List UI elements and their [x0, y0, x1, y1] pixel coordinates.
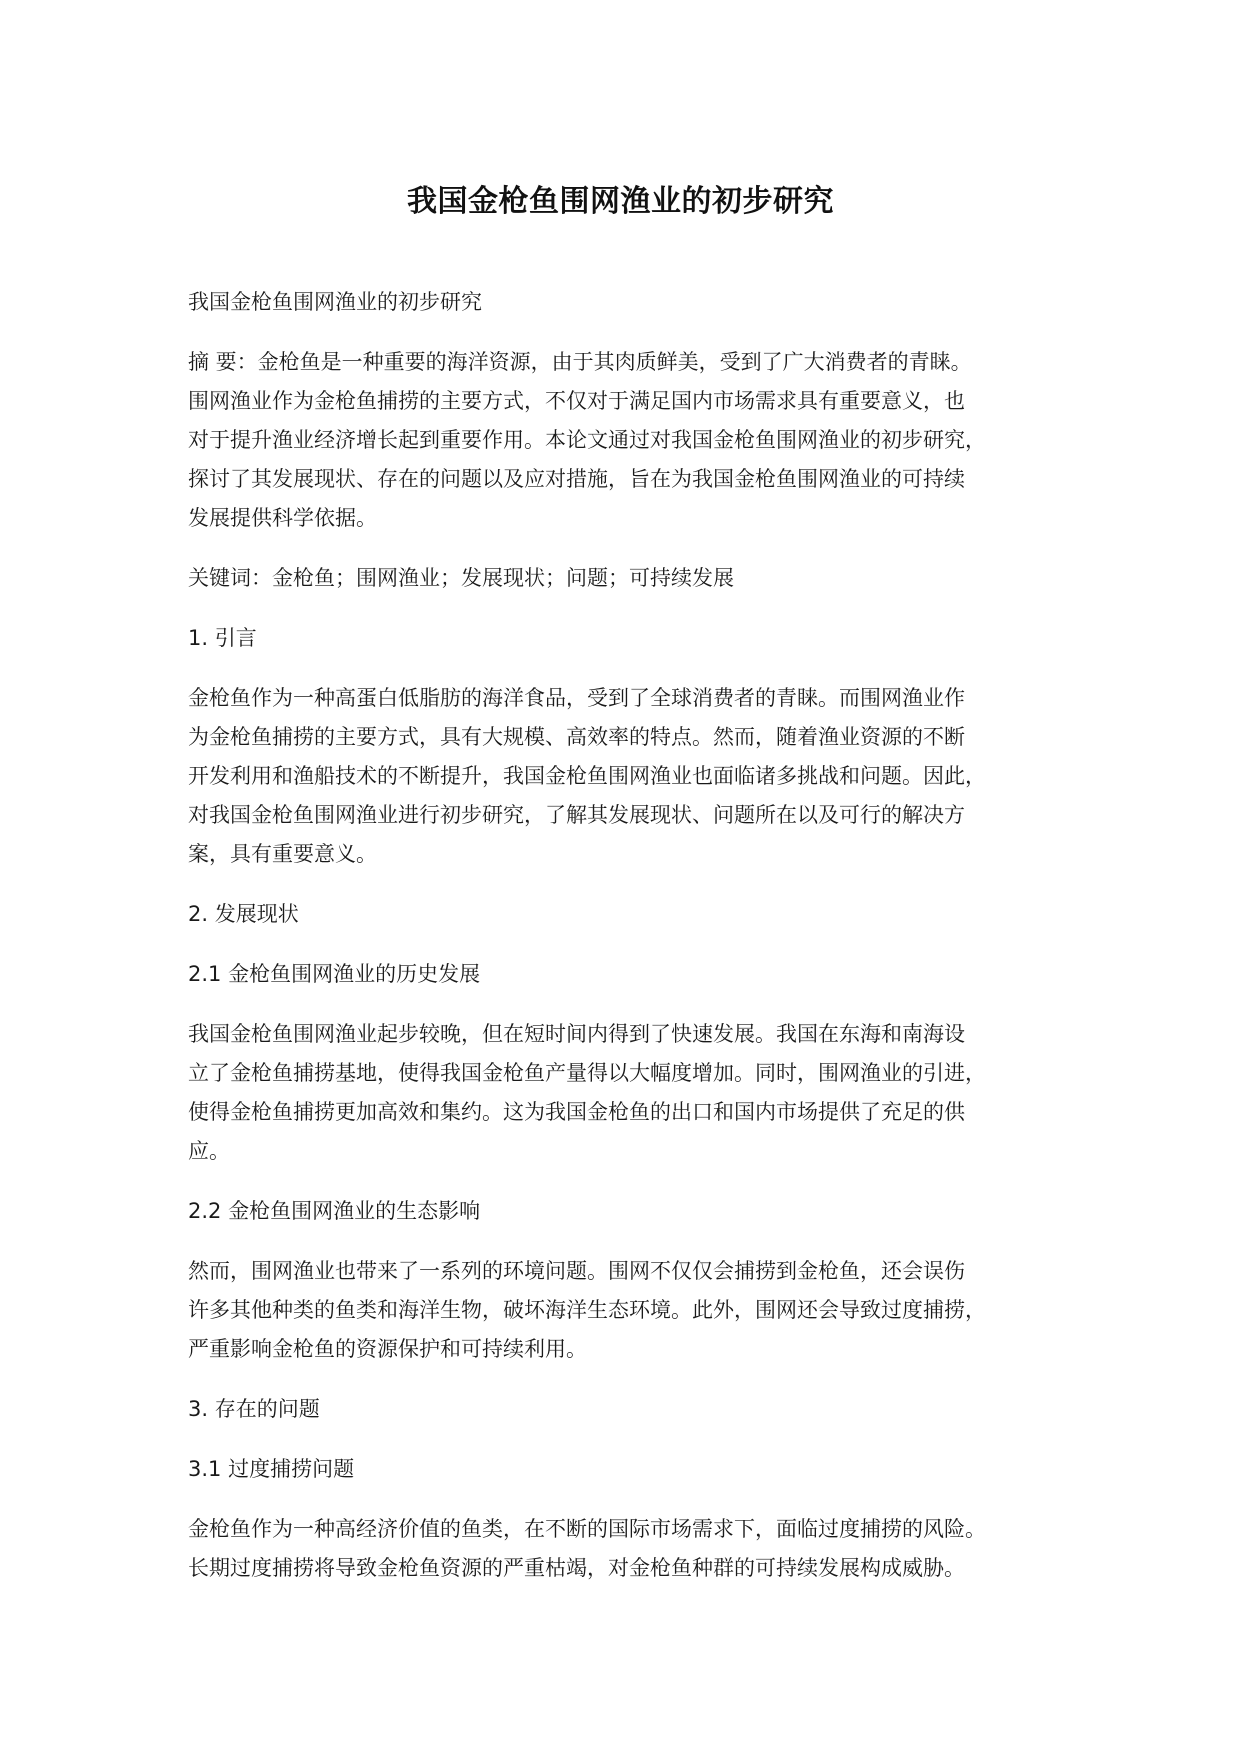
document-title: 我国金枪鱼围网渔业的初步研究	[407, 184, 834, 219]
text-line: 3. 存在的问题	[188, 1397, 320, 1421]
text-line: 发展提供科学依据。	[188, 506, 377, 530]
paragraph-keywords	[188, 559, 1068, 598]
text-line: 开发利用和渔船技术的不断提升，我国金枪鱼围网渔业也面临诸多挑战和问题。因此，	[188, 764, 986, 788]
text-line: 我国金枪鱼围网渔业的初步研究	[188, 290, 482, 314]
text-line: 金枪鱼作为一种高蛋白低脂肪的海洋食品，受到了全球消费者的青睐。而围网渔业作	[188, 686, 965, 710]
text-line: 2. 发展现状	[188, 902, 299, 926]
paragraph-heading-2-2	[188, 1192, 1068, 1231]
paragraph-heading-2-1	[188, 955, 1068, 994]
text-line: 许多其他种类的鱼类和海洋生物，破坏海洋生态环境。此外，围网还会导致过度捕捞，	[188, 1298, 986, 1322]
paragraph-heading-3	[188, 1390, 1068, 1429]
text-line: 然而，围网渔业也带来了一系列的环境问题。围网不仅仅会捕捞到金枪鱼，还会误伤	[188, 1259, 965, 1283]
paragraph-overfishing	[188, 1510, 1068, 1588]
paragraph-abstract	[188, 343, 1068, 538]
paragraph-heading-3-1	[188, 1450, 1068, 1489]
paragraph-heading-2	[188, 895, 1068, 934]
text-line: 长期过度捕捞将导致金枪鱼资源的严重枯竭，对金枪鱼种群的可持续发展构成威胁。	[188, 1556, 965, 1580]
text-line: 对于提升渔业经济增长起到重要作用。本论文通过对我国金枪鱼围网渔业的初步研究，	[188, 428, 986, 452]
paragraph-ecology	[188, 1252, 1068, 1369]
paragraph-history	[188, 1015, 1068, 1171]
text-line: 关键词：金枪鱼；围网渔业；发展现状；问题；可持续发展	[188, 566, 734, 590]
text-line: 围网渔业作为金枪鱼捕捞的主要方式，不仅对于满足国内市场需求具有重要意义，也	[188, 389, 965, 413]
text-line: 使得金枪鱼捕捞更加高效和集约。这为我国金枪鱼的出口和国内市场提供了充足的供	[188, 1100, 965, 1124]
text-line: 对我国金枪鱼围网渔业进行初步研究，了解其发展现状、问题所在以及可行的解决方	[188, 803, 965, 827]
paragraph-intro	[188, 679, 1068, 874]
text-line: 严重影响金枪鱼的资源保护和可持续利用。	[188, 1337, 587, 1361]
text-line: 我国金枪鱼围网渔业起步较晚，但在短时间内得到了快速发展。我国在东海和南海设	[188, 1022, 965, 1046]
text-line: 2.1 金枪鱼围网渔业的历史发展	[188, 962, 481, 986]
text-line: 金枪鱼作为一种高经济价值的鱼类，在不断的国际市场需求下，面临过度捕捞的风险。	[188, 1517, 986, 1541]
text-line: 案，具有重要意义。	[188, 842, 377, 866]
text-line: 1. 引言	[188, 626, 257, 650]
text-line: 立了金枪鱼捕捞基地，使得我国金枪鱼产量得以大幅度增加。同时，围网渔业的引进，	[188, 1061, 986, 1085]
text-line: 摘 要：金枪鱼是一种重要的海洋资源，由于其肉质鲜美，受到了广大消费者的青睐。	[188, 350, 972, 374]
document-body	[188, 283, 1068, 1609]
text-line: 2.2 金枪鱼围网渔业的生态影响	[188, 1199, 481, 1223]
text-line: 应。	[188, 1139, 230, 1163]
text-line: 3.1 过度捕捞问题	[188, 1457, 355, 1481]
paragraph-heading-1	[188, 619, 1068, 658]
paragraph-subtitle	[188, 283, 1068, 322]
text-line: 为金枪鱼捕捞的主要方式，具有大规模、高效率的特点。然而，随着渔业资源的不断	[188, 725, 965, 749]
text-line: 探讨了其发展现状、存在的问题以及应对措施，旨在为我国金枪鱼围网渔业的可持续	[188, 467, 965, 491]
